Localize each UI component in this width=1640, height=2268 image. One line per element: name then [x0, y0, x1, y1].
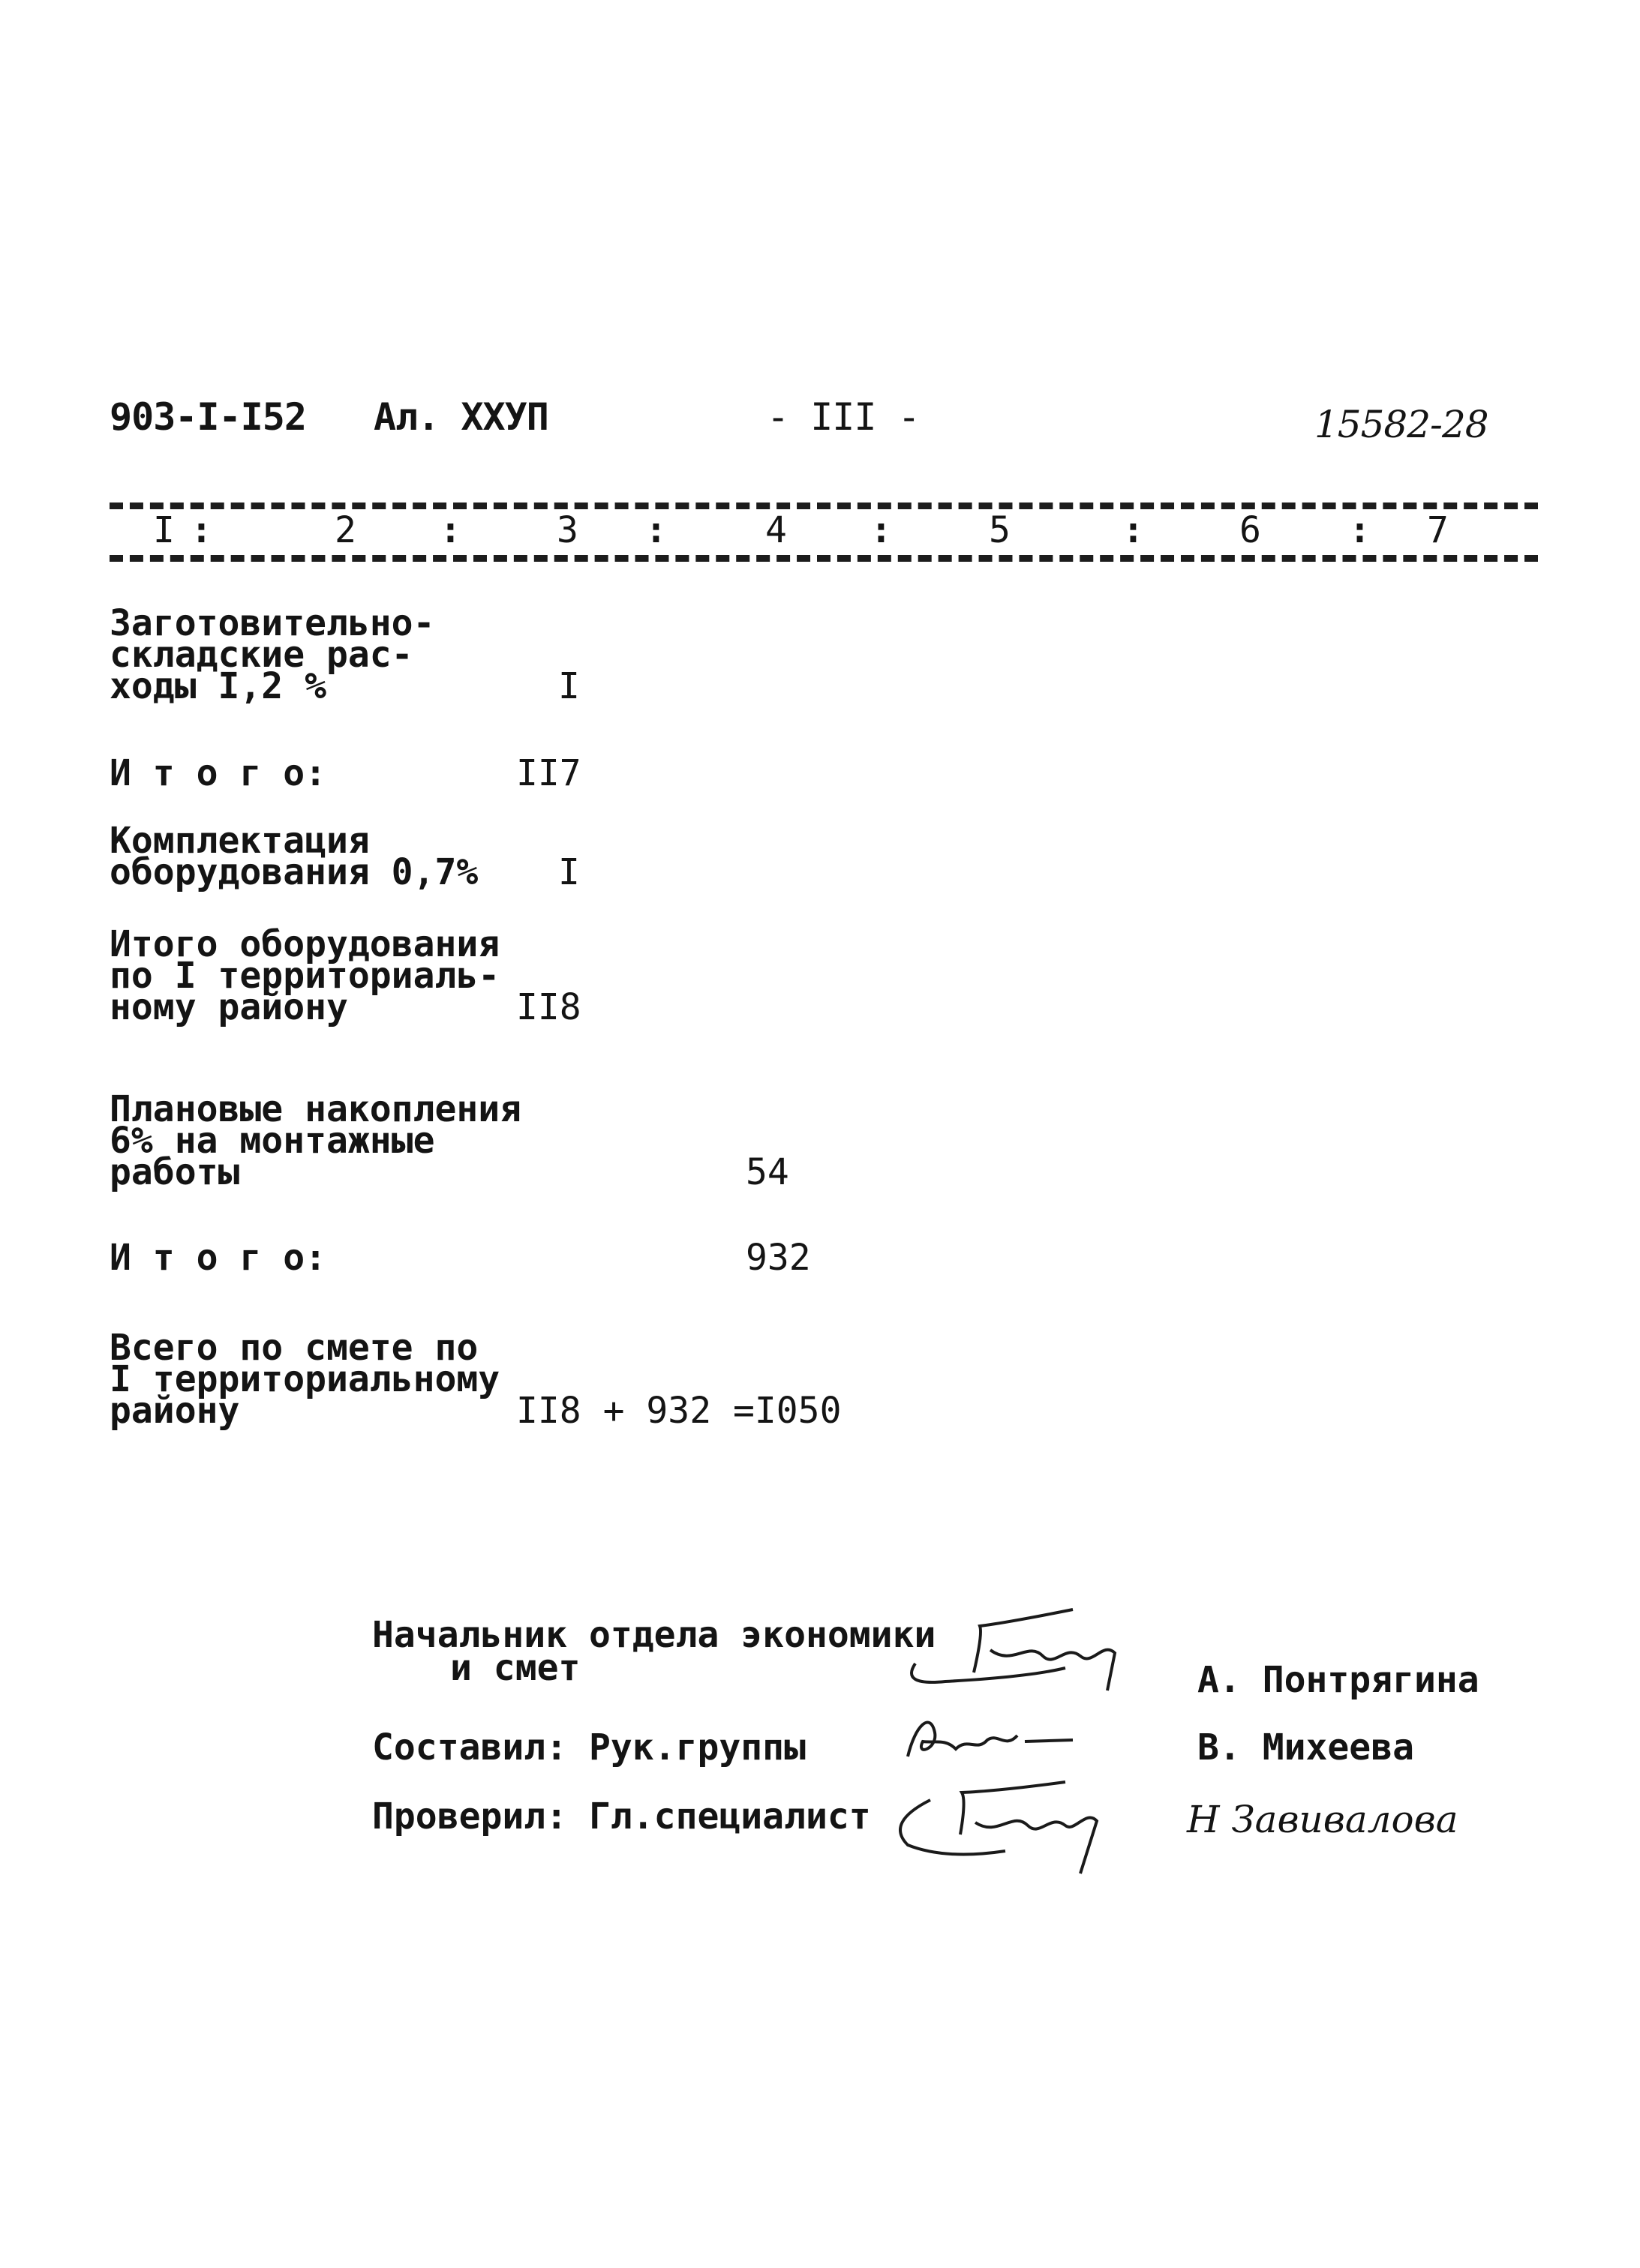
total-formula: II8 + 932 =I050	[516, 1390, 842, 1432]
row-label: И т о г о:	[110, 752, 326, 794]
signer-title: Начальник отдела экономики	[372, 1614, 936, 1656]
row-label: складские рас-	[110, 634, 413, 676]
column-separator: :	[645, 509, 667, 551]
signer-name-handwritten: Н Завивалова	[1187, 1798, 1458, 1841]
signer-title: Составил: Рук.группы	[372, 1726, 806, 1768]
row-value-col3: II7	[516, 752, 581, 794]
row-label: по I территориаль-	[110, 955, 500, 997]
table-header-bottom-rule	[110, 555, 1538, 562]
header-album: Ал. XXУП	[374, 395, 548, 439]
row-value-col3: II8	[516, 986, 581, 1028]
signer-title: и смет	[450, 1647, 581, 1689]
signature-image	[893, 1702, 1118, 1770]
row-label: оборудования 0,7%	[110, 851, 479, 893]
row-value-col4: 932	[746, 1237, 811, 1279]
row-label: работы	[110, 1151, 240, 1193]
column-number: 3	[557, 509, 578, 551]
row-value-col4: 54	[746, 1151, 789, 1193]
column-number: 6	[1239, 509, 1261, 551]
column-separator: :	[440, 509, 461, 551]
row-label: Итого оборудования	[110, 923, 500, 965]
column-separator: :	[1122, 509, 1144, 551]
column-separator: :	[1349, 509, 1371, 551]
row-value-col3: I	[558, 851, 580, 893]
row-label: Комплектация	[110, 820, 370, 862]
row-label: 6% на монтажные	[110, 1120, 435, 1162]
header-document-number: 15582-28	[1314, 403, 1488, 446]
row-label: району	[110, 1390, 240, 1432]
column-number: 2	[335, 509, 356, 551]
signature-image	[878, 1778, 1133, 1882]
column-separator: :	[191, 509, 212, 551]
row-label: ходы I,2 %	[110, 665, 326, 707]
signer-title: Проверил: Гл.специалист	[372, 1796, 871, 1838]
column-number: 5	[989, 509, 1011, 551]
column-number: I	[153, 509, 175, 551]
row-label: Заготовительно-	[110, 602, 435, 644]
row-label: Всего по смете по	[110, 1327, 479, 1369]
row-label: И т о г о:	[110, 1237, 326, 1279]
row-label: ному району	[110, 986, 348, 1028]
row-value-col3: I	[558, 665, 580, 707]
column-number: 4	[765, 509, 787, 551]
table-column-numbers	[0, 508, 1640, 555]
row-label: I территориальному	[110, 1358, 500, 1400]
column-separator: :	[870, 509, 892, 551]
signer-name: В. Михеева	[1197, 1726, 1414, 1768]
row-label: Плановые накопления	[110, 1088, 522, 1130]
signer-name: А. Понтрягина	[1197, 1659, 1479, 1701]
column-number: 7	[1427, 509, 1449, 551]
header-project-code: 903-I-I52	[110, 395, 306, 439]
header-page-number: - III -	[767, 395, 920, 439]
